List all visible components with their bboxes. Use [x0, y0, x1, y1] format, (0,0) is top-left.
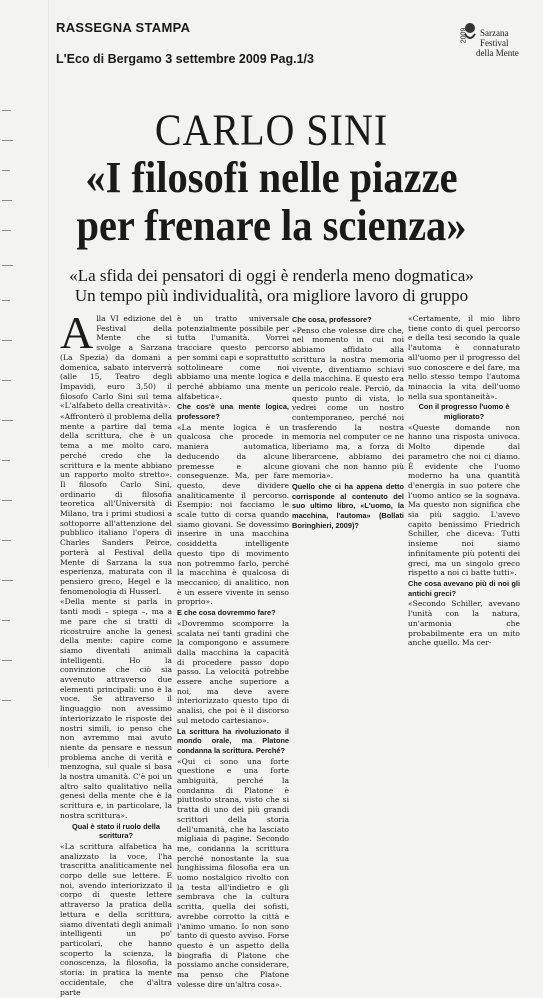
paragraph: «Qui ci sono una forte questione e una forte ambiguità, perché la condanna di Platone è piuttosto strana, visto che si tratta di uno dei più grandi scrittori della storia dell'umanità, che ha lasciato migliaia di pagine. Secondo me, condanna la scrittura perché nonostante la sua lunghissima filosofia era un uomo nostalgico rivolto con la testa all'indietro e gli sembrava che la cultura scritta, quella dei sofisti, avrebbe corrotto la città e l'animo umano. Io non sono tanto di questo avviso. Forse questo è un aspetto della biografia di Platone che possiamo anche considerare, ma penso che Platone volesse dire un'altra cosa». — [177, 756, 289, 989]
source-line: L'Eco di Bergamo 3 settembre 2009 Pag.1/3 — [56, 52, 314, 66]
interview-question: Quello che ci ha appena detto corrisponde al contenuto del suo ultimo libro, «L'uomo, la macchina, l'automa» (Bollati Boringhieri, 2009)? — [292, 481, 404, 530]
paragraph: è un tratto universale potenzialmente possibile per tutta l'umanità. Vorrei tracciare questo percorso per sommi capi e soprattutto sottolineare come noi abbiamo una mente logica e perché abbiamo una mente alfabetica». — [177, 314, 289, 401]
paragraph: «Della mente si parla in tanti modi – spiega –, ma a me pare che si tratti di ricostruire anche la genesi della mente: capire come siamo diventati animali intelligenti. Ho la convinzione che ciò sia avvenuto attraverso due elementi principali: uno è la voce. Se attraverso il linguaggio non avessimo interiorizzato le risposte dei nostri simili, io penso che non avremmo mai avuto niente da pensare e nessun problema anche di verità e menzogna, sul quale si basa la nostra umanità. C'è poi un altro salto qualitativo nella genesi della mente che è la scrittura e, in particolare, la nostra scrittura». — [60, 597, 172, 820]
subheadline-line-1: «La sfida dei pensatori di oggi è renderla meno dogmatica» — [69, 266, 474, 285]
interview-question: Che cosa avevano più di noi gli antichi greci? — [408, 578, 520, 598]
article-column-2 — [177, 314, 289, 991]
interview-question: Qual è stato il ruolo della scrittura? — [72, 821, 160, 841]
paragraph: «Queste domande non hanno una risposta univoca. Molto dipende dal parametro che noi ci diamo. È evidente che l'uomo moderno ha una quantità d'energia in suo potere che l'uomo antico se la sognava. Ma questo non significa che sia più saggio. L'avevo capito benissimo Friedrich Schiller, che diceva: Tutti insieme noi siamo infinitamente più potenti dei greci, ma un singolo greco rispetto a noi ci batte tutti». — [408, 422, 520, 578]
paragraph: «Affronterò il problema della mente a partire dal tema della scrittura, che è un tema a me molto caro, perché credo che la scrittura e la mente abbiano un rapporto molto stretto». Il filosofo Carlo Sini, ordinario di filosofia teoretica all'Università di Milano, tra i primi studiosi a sottoporre all'attenzione del pubblico italiano l'opera di Charles Sanders Peirce, porterà al Festival della Mente di Sarzana la sua esperienza, maturata con il pensiero greco, Hegel e la fenomenologia di Husserl. — [60, 412, 172, 596]
drop-cap: A — [60, 307, 94, 358]
interview-question: La scrittura ha rivoluzionato il mondo orale, ma Platone condanna la scrittura. Perché? — [177, 726, 289, 755]
paragraph: «Dovremmo scomporre la scalata nei tanti gradini che la compongono e assumere dalla macchina la capacità di procedere passo dopo passo. La velocità potrebbe essere anche superiore a noi, ma deve avere interiorizzato questo tipo di analisi, che poi è il discorso sul metodo cartesiano». — [177, 618, 289, 725]
logo-line-1: Sarzana — [480, 28, 509, 38]
article-column-4 — [408, 314, 520, 649]
paragraph: «Penso che volesse dire che, nel momento in cui noi abbiamo affidato alla scrittura la nostra memoria vivente, diventiamo schiavi della macchina. E questo era un pericolo reale. Perciò, da questo punto di vista, lo vedrei come un nostro contemporaneo, perché noi trasferendo la nostra memoria nel computer ce ne liberiamo ma, a forza di liberarcene, abbiamo dei giovani che non hanno più memoria». — [292, 325, 404, 481]
paragraph: «Certamente, il mio libro tiene conto di quel percorso e della tesi secondo la quale l'automa è connaturato all'uomo per il progresso del suo conoscere e del fare, ma nello stesso tempo l'automa minaccia la vita dell'uomo nella sua spontaneità». — [408, 314, 520, 401]
paragraph-text: lla VI edizione del Festival della Mente che si svolge a Sarzana (La Spezia) da domani a domenica, sabato interverrà (alle 15, Teatro degli Impavidi, euro 3,50) il filosofo Carlo Sini sul tema «L'alfabeto della creatività». — [60, 314, 172, 411]
interviewee-name: CARLO SINI — [154, 104, 389, 155]
press-review-label: RASSEGNA STAMPA — [56, 20, 191, 35]
article-column-3 — [292, 314, 404, 531]
subheadline-line-2: Un tempo più individualità, ora migliore lavoro di gruppo — [74, 286, 469, 305]
interview-question: Che cos'è una mente logica, professore? — [177, 402, 289, 422]
logo-line-2: Festival — [480, 38, 509, 48]
interview-question: Che cosa, professore? — [292, 315, 372, 324]
headline-line-1: «I filosofi nelle piazze — [85, 153, 458, 202]
logo-year: 2009 — [460, 27, 468, 44]
logo-line-3: della Mente — [476, 48, 519, 58]
lead-paragraph — [60, 307, 172, 411]
headline-line-2: per frenare la scienza» — [76, 201, 467, 250]
interview-question: E che cosa dovremmo fare? — [177, 608, 276, 618]
interview-question: Con il progresso l'uomo è migliorato? — [418, 402, 510, 422]
article-column-1 — [60, 307, 172, 998]
paragraph: «Secondo Schiller, avevano l'unità con la natura, un'armonia che probabilmente era un mito anche quello. Ma cer- — [408, 599, 520, 648]
scan-margin-marks — [0, 100, 18, 740]
festival-logo — [456, 22, 524, 66]
paragraph: «La scrittura alfabetica ha analizzato la voce, l'ha trascritta analiticamente nel corpo delle sue lettere. E noi, avendo interiorizzato il corpo di queste lettere attraverso la pratica della lettura e della scrittura, siamo diventati degli animali intelligenti un po' particolari, che hanno scoperto la scienza, la conoscenza, la filosofia, la storia: in pratica la mente occidentale, che d'altra parte — [60, 841, 172, 997]
paragraph: «La mente logica è un qualcosa che procede in maniera automatica, deducendo da alcune premesse e alcune conseguenze. Ma, per fare questo, deve dividere analiticamente il percorso. Esempio: noi facciamo le scale tutto di corsa quando siamo giovani. Se dovessimo inserire in una macchina cosiddetta intelligente questo tipo di movimento non potremmo farlo, perché la macchina è qualcosa di meccanico, di analitico, non è un essere vivente in senso proprio». — [177, 422, 289, 607]
